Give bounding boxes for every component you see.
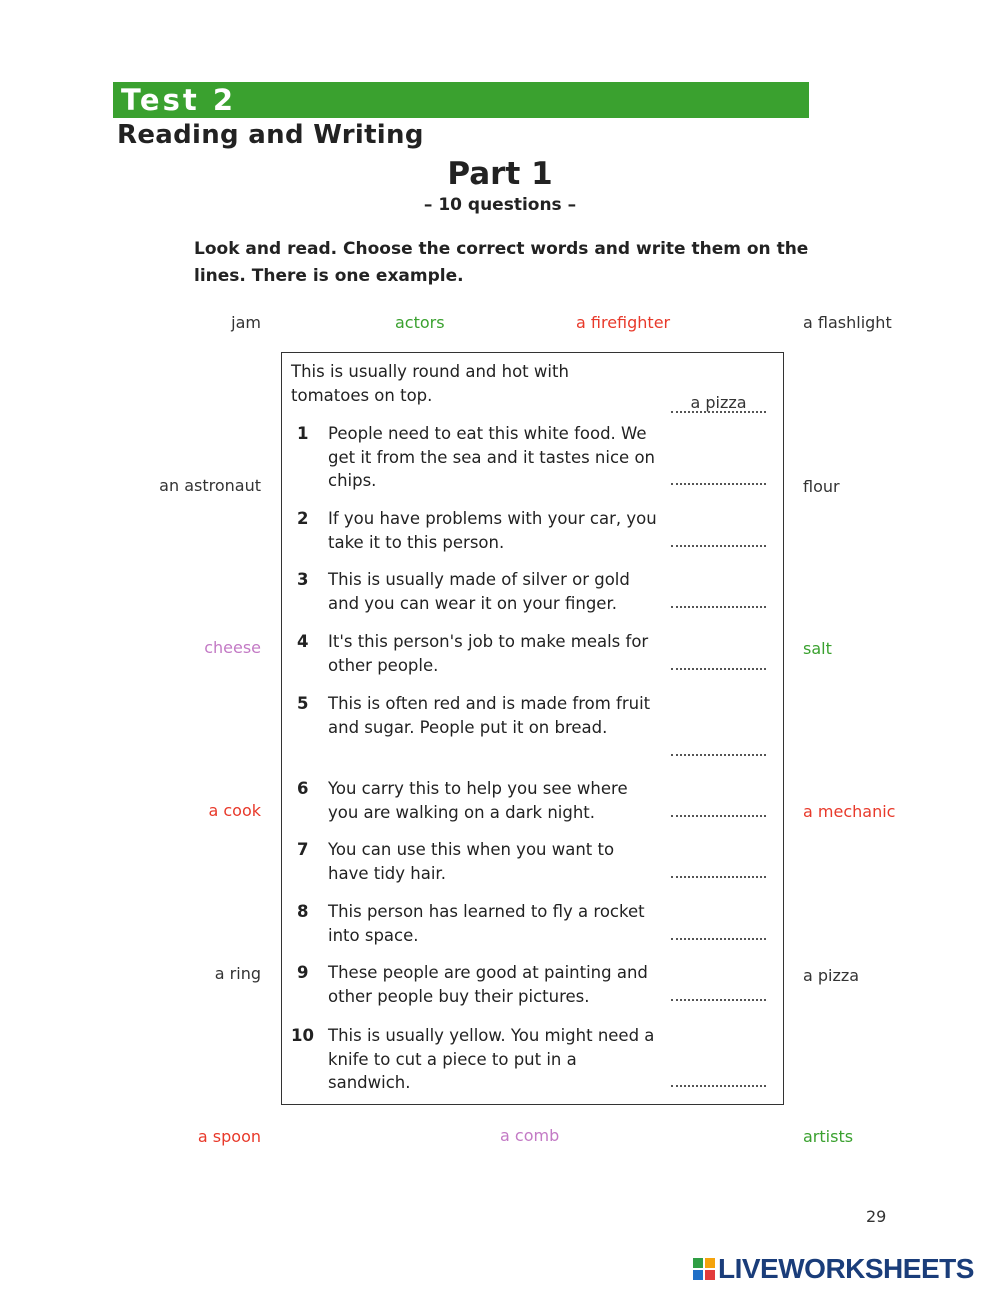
question-number: 2 xyxy=(297,509,309,528)
question-number: 10 xyxy=(291,1026,314,1045)
word-bank-item: salt xyxy=(803,639,832,658)
answer-line[interactable] xyxy=(671,937,766,940)
question-number: 1 xyxy=(297,424,309,443)
question-number: 4 xyxy=(297,632,309,651)
word-bank-item: a cook xyxy=(208,801,261,820)
word-bank-item: jam xyxy=(231,313,261,332)
word-bank-item: a spoon xyxy=(197,1127,261,1146)
example-answer-line xyxy=(671,410,766,413)
word-bank-item: a flashlight xyxy=(803,313,892,332)
question-text: This is usually made of silver or gold and you can wear it on your finger. xyxy=(328,570,630,613)
question-text: It's this person's job to make meals for other people. xyxy=(328,632,649,675)
word-bank-item: a comb xyxy=(500,1126,560,1145)
question-number: 5 xyxy=(297,694,309,713)
answer-line[interactable] xyxy=(671,667,766,670)
liveworksheets-logo-icon xyxy=(693,1258,715,1280)
part-title: Part 1 xyxy=(447,156,553,192)
liveworksheets-logo[interactable] xyxy=(693,1254,974,1284)
question-box xyxy=(281,352,784,1105)
test-banner xyxy=(113,82,809,118)
example-item xyxy=(282,360,783,410)
example-text: This is usually round and hot with tomatoes on top. xyxy=(291,362,569,405)
answer-line[interactable] xyxy=(671,482,766,485)
question-text: You carry this to help you see where you are walking on a dark night. xyxy=(328,779,628,822)
answer-line[interactable] xyxy=(671,753,766,756)
question-text: If you have problems with your car, you take it to this person. xyxy=(328,509,657,552)
question-text: You can use this when you want to have tidy hair. xyxy=(328,840,615,883)
question-text: This person has learned to fly a rocket into space. xyxy=(328,902,645,945)
answer-line[interactable] xyxy=(671,544,766,547)
word-bank-item: actors xyxy=(395,313,445,332)
instructions: Look and read. Choose the correct words and write them on the lines. There is one example. xyxy=(194,239,809,286)
question-number: 7 xyxy=(297,840,309,859)
question-number: 6 xyxy=(297,779,309,798)
page-number: 29 xyxy=(866,1207,887,1226)
word-bank-item: a mechanic xyxy=(803,802,896,821)
question-number: 8 xyxy=(297,902,309,921)
word-bank-item: a firefighter xyxy=(576,313,671,332)
question-text: People need to eat this white food. We get it from the sea and it tastes nice on chips. xyxy=(328,424,655,490)
question-number: 9 xyxy=(297,963,309,982)
word-bank-item: an astronaut xyxy=(159,476,261,495)
question-number: 3 xyxy=(297,570,309,589)
word-bank-item: a ring xyxy=(214,964,261,983)
question-text: This is often red and is made from fruit and sugar. People put it on bread. xyxy=(328,694,651,737)
answer-line[interactable] xyxy=(671,814,766,817)
part-question-count: – 10 questions – xyxy=(423,195,577,215)
question-text: These people are good at painting and other people buy their pictures. xyxy=(328,963,648,1006)
logo-text: LIVEWORKSHEETS xyxy=(718,1253,974,1284)
answer-line[interactable] xyxy=(671,875,766,878)
example-answer: a pizza xyxy=(690,393,747,412)
answer-line[interactable] xyxy=(671,605,766,608)
section-subtitle: Reading and Writing xyxy=(117,120,424,150)
question-text: This is usually yellow. You might need a knife to cut a piece to put in a sandwich. xyxy=(328,1026,655,1092)
word-bank-item: flour xyxy=(803,477,840,496)
word-bank-item: a pizza xyxy=(803,966,860,985)
word-bank-item: cheese xyxy=(204,638,261,657)
word-bank-item: artists xyxy=(803,1127,854,1146)
test-label: Test 2 xyxy=(121,83,236,117)
answer-line[interactable] xyxy=(671,998,766,1001)
answer-line[interactable] xyxy=(671,1084,766,1087)
